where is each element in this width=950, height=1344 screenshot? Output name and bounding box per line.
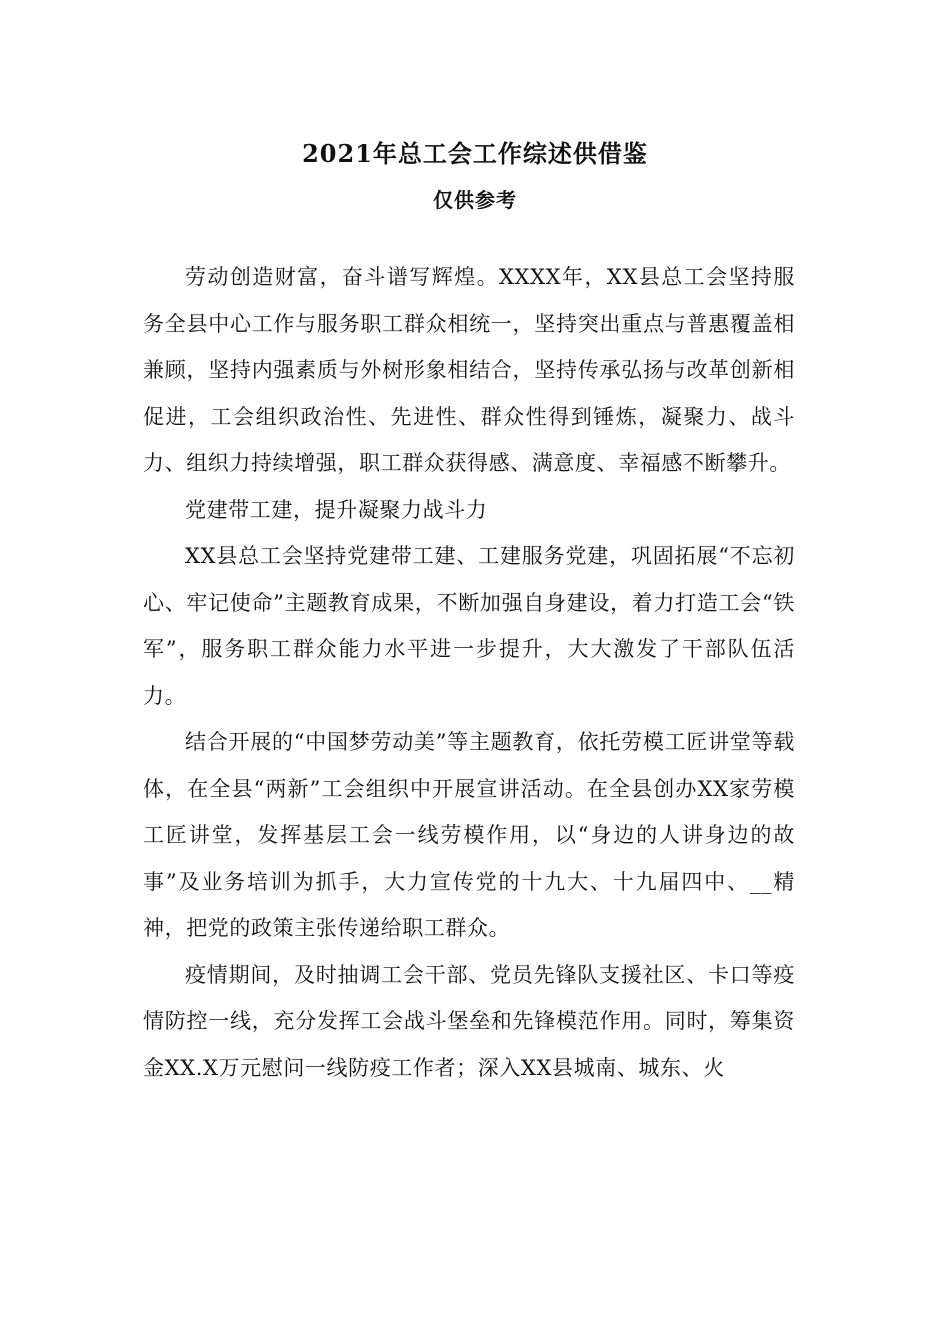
paragraph-intro: 劳动创造财富，奋斗谱写辉煌。XXXX年，XX县总工会坚持服务全县中心工作与服务职工群众相统一，坚持突出重点与普惠覆盖相兼顾，坚持内强素质与外树形象相结合，坚持传承弘扬与改革创新相促进，工会组织政治性、先进性、群众性得到锤炼，凝聚力、战斗力、组织力持续增强，职工群众获得感、满意度、幸福感不断攀升。 [143,265,795,475]
section-heading: 党建带工建，提升凝聚力战斗力 [185,497,488,522]
paragraph-theme-education: 结合开展的“中国梦劳动美”等主题教育，依托劳模工匠讲堂等载体，在全县“两新”工会组织中开展宣讲活动。在全县创办XX家劳模工匠讲堂，发挥基层工会一线劳模作用，以“身边的人讲身边的故事”及业务培训为抓手，大力宣传党的十九大、十九届四中、__精神，把党的政策主张传递给职工群众。 [143,730,795,940]
paragraph-epidemic: 疫情期间，及时抽调工会干部、党员先锋队支援社区、卡口等疫情防控一线，充分发挥工会战斗堡垒和先锋模范作用。同时，筹集资金XX.X万元慰问一线防疫工作者；深入XX县城南、城东、火 [143,962,795,1080]
document-subtitle: 仅供参考 [433,188,517,212]
document-title: 2021年总工会工作综述供借鉴 [302,139,648,168]
document-body [143,254,795,1091]
paragraph-party-building: XX县总工会坚持党建带工建、工建服务党建，巩固拓展“不忘初心、牢记使命”主题教育成果，不断加强自身建设，着力打造工会“铁军”，服务职工群众能力水平进一步提升，大大激发了干部队伍活力。 [143,544,795,708]
